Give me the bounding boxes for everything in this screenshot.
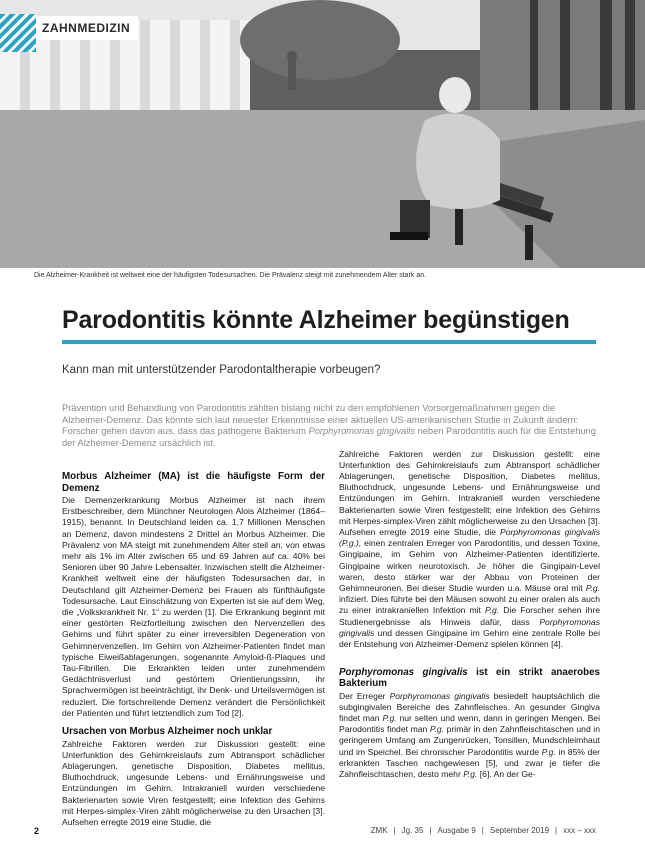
column-left [62,471,325,827]
journal-date: September 2019 [489,826,550,835]
heading-porphyromonas: Porphyromonas gingivalis ist ein strikt anaerobes Bakterium [339,666,600,690]
photo-caption: Die Alzheimer-Krankheit ist weltweit eine der häufigsten Todesursachen. Die Prävalenz steigt mit zunehmendem Alter stark an. [34,272,427,279]
page-number: 2 [34,826,40,836]
paragraph-porphyromonas: Der Erreger Porphyromonas gingivalis besiedelt hauptsächlich die subgingivalen Bereiche des Zahnfleisches. An gesunder Gingiva findet man P.g. nur selten und wenn, dann in geringen Mengen. Bei Parodontitis findet man P.g. primär in den Zahnfleischtaschen und in geringerem Umfang am Zungenrücken, Tonsillen, Mundschleimhaut und im Speichel. Bei chronischer Parodontitis wurde P.g. in 85% der erkrankten Taschen nachgewiesen [5], und zwar je tiefer die Zahnfleischtaschen, desto mehr P.g. [6]. An der Ge- [339,690,601,780]
journal-issue: Ausgabe 9 [437,826,476,835]
heading-morbus-alzheimer: Morbus Alzheimer (MA) ist die häufigste Form der Demenz [62,471,325,494]
section-tag [0,20,138,46]
title-underline [62,340,596,344]
paragraph-morbus-alzheimer: Die Demenzerkrankung Morbus Alzheimer ist nach ihrem Erstbeschreiber, dem Münchner Neurologen Alois Alzheimer (1864–1915), benannt. In Deutschland leiden ca. 1,7 Millionen Menschen an Demenz, davon mindestens 2 Drittel an Morbus Alzheimer. Die Prävalenz von MA steigt mit zunehmendem Alter steil an, von etwas mehr als 1% im Alter zwischen 65 und 69 Jahren auf ca. 40% bei Senioren über 90 Jahre Lebensalter. Inzwischen stellt die Alzheimer-Krankheit weltweit eine der häufigsten Todesursachen dar, in Deutschland gilt Alzheimer-Demenz bei Frauen als fünfthäufigste Todesursache. Laut Einschätzung von Experten ist sie auf dem Weg, die „Volkskrankheit Nr. 1“ zu werden [1]. Die Erkrankung beginnt mit einer gestörten Reizfortleitung zwischen den Nervenzellen des Gehirns und führt später zu einer irreversiblen Degeneration von Gehirnnervenzellen. Im Gehirn von Alzheimer-Patienten findet man typische Eiweißablagerungen, sogenannte Amyloid-ß-Plaques und Tau-Fibrillen. Die Erkrankten leiden unter zunehmendem Gedächtnisverlust und gestörtem Orientierungssinn, ihr Sprachvermögen ist beeinträchtigt, ihr Denk- und Urteilsvermögen ist reduziert. Die fortschreitende Demenz verändert die Persönlichkeit der Patienten und führt letztendlich zum Tod [2]. [62,495,325,718]
heading-ursachen: Ursachen von Morbus Alzheimer noch unklar [62,726,273,738]
journal-name: ZMK [370,826,388,835]
header-photo [0,0,645,268]
section-tag-label: ZAHNMEDIZIN [36,16,138,40]
article-title: Parodontitis könnte Alzheimer begünstigen [62,306,570,334]
journal-volume: Jg. 35 [401,826,424,835]
article-subtitle: Kann man mit unterstützender Parodontaltherapie vorbeugen? [62,364,381,376]
journal-pages: xxx – xxx [563,826,596,835]
paragraph-ursachen-continued: Zahlreiche Faktoren werden zur Diskussion gestellt: eine Unterfunktion des Gehirnkreislaufs zum Abtransport schädlicher Ablagerungen, genetische Disposition, Diabetes mellitus, Bluthochdruck, ungesunde Lebens- und Ernährungsweise und Entzündungen im Gehirn. Intrakraniell wurden verschiedene Bakterienarten sowie Viren festgestellt; eine Infektion des Gehirns mit Herpes-simplex-Viren zählt möglicherweise zu den Ursachen [3]. Aufsehen erregte 2019 eine Studie, die Porphyromonas gingivalis (P.g.), einen zentralen Erreger von Parodontitis, und dessen Toxine, Gingipaine, im Gehirn von Alzheimer-Patienten identifizierte. Gingipaine wirken neurotoxisch. Je höher die Gingipain-Level waren, desto stärker war der Abbau von Proteinen der Gehirnneuronen. Bei dieser Studie wurden u.a. Mäuse oral mit P.g. infiziert. Dies führte bei den Mäusen sowohl zu einer oralen als auch zu einer intrakraniellen Infektion mit P.g. Die Forscher sehen ihre Studienergebnisse als Hinweis dafür, dass Porphyromonas gingivalis und dessen Gingipaine im Gehirn eine zentrale Rolle bei der Entstehung von Alzheimer-Demenz spielen können [4]. [339,448,600,650]
paragraph-ursachen: Zahlreiche Faktoren werden zur Diskussion gestellt: eine Unterfunktion des Gehirnkreislaufs zum Abtransport schädlicher Ablagerungen, genetische Disposition, Diabetes mellitus, Bluthochdruck, ungesunde Lebens- und Ernährungsweise und Entzündungen im Gehirn. Intrakraniell wurden verschiedene Bakterienarten sowie Viren festgestellt; eine Infektion des Gehirns mit Herpes-simplex-Viren zählt möglicherweise zu den Ursachen [3]. Aufsehen erregte 2019 eine Studie, die [62,738,325,827]
article-lead: Prävention und Behandlung von Parodontitis zählten bislang nicht zu den empfohlenen Vorsorgemaßnahmen gegen die Alzheimer-Demenz. Das könnte sich laut neuester Erkenntnisse einer aktuellen US-amerikanischen Studie in Zukunft ändern: Forscher gehen davon aus, dass das pathogene Bakterium Porphyromonas gingivalis neben Parodontitis auch für die Entstehung der Alzheimer-Demenz ursächlich ist. [62,403,596,448]
journal-info: ZMK | Jg. 35 | Ausgabe 9 | September 2019 | xxx – xxx [370,826,596,835]
column-right [339,448,601,780]
stripe-decoration [0,14,36,52]
